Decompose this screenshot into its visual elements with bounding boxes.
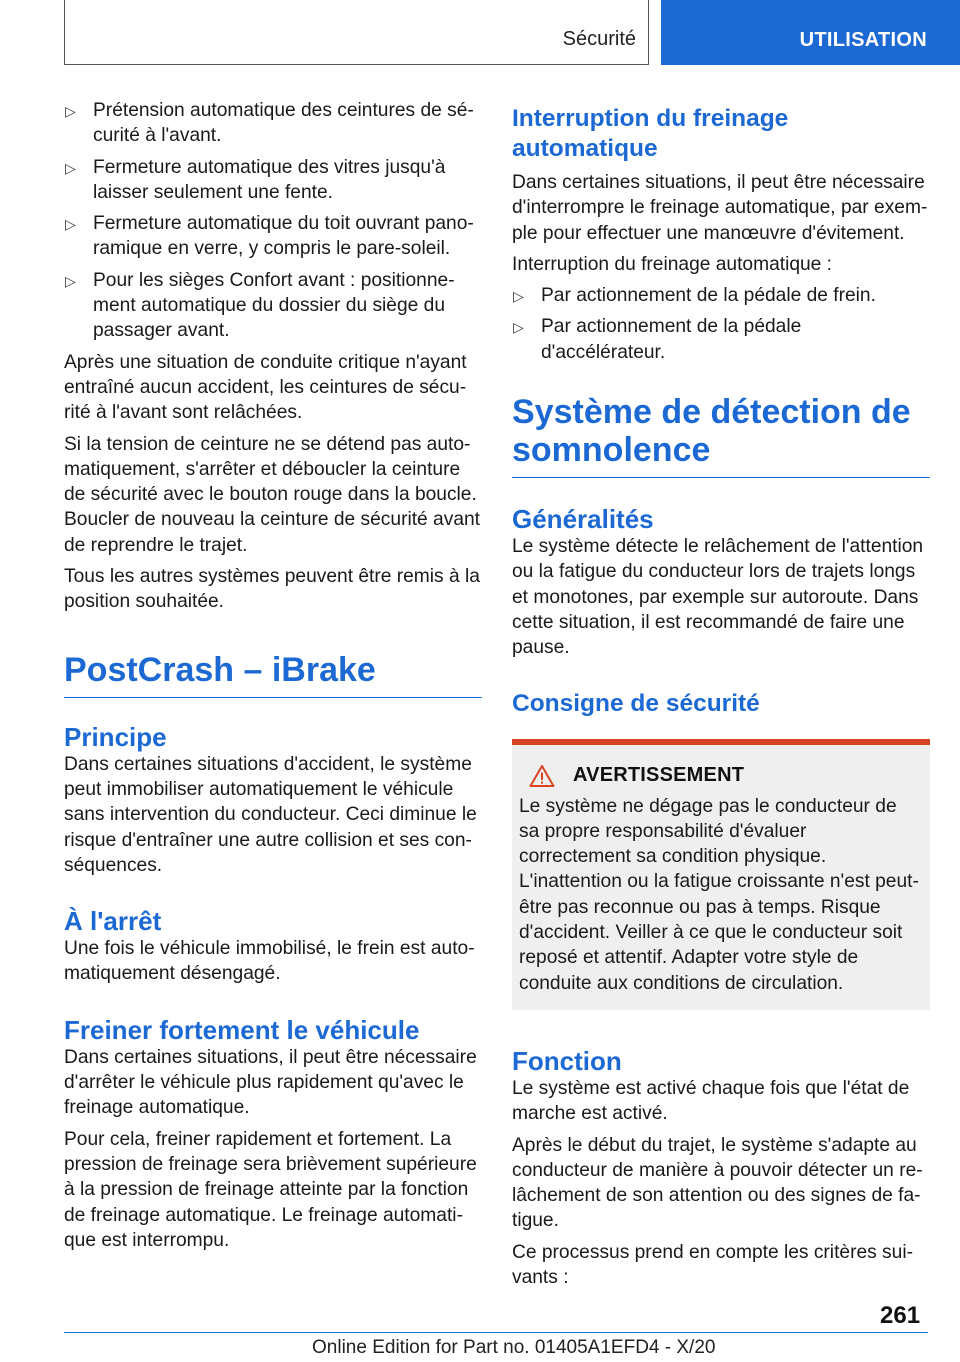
paragraph: Interruption du freinage automatique : [512, 253, 833, 275]
subsection-heading: Généralités [512, 504, 654, 535]
subsection-heading: À l'arrêt [64, 906, 162, 937]
footer-rule [64, 1332, 928, 1333]
warning-header [519, 764, 922, 788]
list-item: ▷ Prétension automatique des ceintures de sécurité à l'avant. [65, 100, 474, 147]
subsection-heading: Fonction [512, 1045, 622, 1076]
triangle-bullet-icon: ▷ [65, 216, 76, 233]
paragraph: Une fois le véhicule immobilisé, le frein est automatiquement désengagé. [64, 938, 475, 985]
paragraph: Ce processus prend en compte les critères suivants : [512, 1241, 913, 1289]
list-item: ▷ Fermeture automatique des vitres jusqu'à laisser seulement une fente. [65, 156, 446, 203]
paragraph: Dans certaines situations, il peut être nécessaire d'interrompre le freinage automatique, par exemple pour effectuer une manœuvre d'évitement. [512, 172, 928, 244]
left-column [64, 98, 482, 1259]
subsection-heading: Principe [64, 721, 167, 752]
subsection-heading: Consigne de sécurité [512, 689, 760, 717]
triangle-bullet-icon: ▷ [65, 103, 76, 119]
warning-text: Le système ne dégage pas le conducteur de sa propre responsabilité d'évaluer correctement sa condition physique. L'inattention ou la fatigue croissante n'est peut-être pas reconnue ou pas à temps. Risque d'accident. Veiller à ce que le conducteur soit reposé et attentif. Adapter votre style de conduite aux conditions de circulation. [519, 795, 919, 994]
paragraph: Après le début du trajet, le système s'adapte au conducteur de manière à pouvoir détecter un relâchement de son attention ou des signes de fatigue. [512, 1134, 923, 1232]
section-heading: PostCrash – iBrake [64, 650, 376, 689]
somnolence-heading-block [512, 393, 930, 478]
list-item: ▷ Par actionnement de la pédale de frein. [512, 283, 930, 308]
warning-box [512, 739, 930, 1010]
paragraph: Après une situation de conduite critique n'ayant entraîné aucun accident, les ceintures de sécurité à l'avant sont relâchées. [64, 351, 467, 424]
paragraph: Dans certaines situations, il peut être nécessaire d'arrêter le véhicule plus rapidement qu'avec le freinage automatique. [64, 1046, 477, 1119]
section-title: Sécurité [562, 28, 636, 50]
paragraph: Le système est activé chaque fois que l'état de marche est activé. [512, 1077, 910, 1125]
paragraph: Si la tension de ceinture ne se détend pas automatiquement, s'arrêter et déboucler la ceinture de sécurité avec le bouton rouge dans la boucle. Boucler de nouveau la ceinture de sécurité avant de reprendre le trajet. [64, 433, 480, 556]
warning-title: AVERTISSEMENT [573, 764, 745, 787]
triangle-bullet-icon: ▷ [65, 272, 76, 289]
triangle-bullet-icon: ▷ [65, 159, 76, 176]
chapter-title: UTILISATION [799, 29, 927, 51]
warning-triangle-icon [529, 764, 555, 788]
paragraph: Le système détecte le relâchement de l'attention ou la fatigue du conducteur lors de trajets longs et monotones, par exemple sur autoroute. Dans cette situation, il est recommandé de faire une pause. [512, 536, 924, 659]
paragraph: Pour cela, freiner rapidement et fortement. La pression de freinage sera brièvement supérieure à la pression de freinage atteinte par la fonction de freinage automatique. Le freinage automatique est interrompu. [64, 1128, 477, 1251]
list-item: ▷ Pour les sièges Confort avant : positionnement automatique du dossier du siège du passager avant. [65, 269, 455, 342]
chapter-tab [661, 0, 960, 65]
list-item: ▷ Fermeture automatique du toit ouvrant panoramique en verre, y compris le pare-soleil. [65, 213, 474, 260]
section-tab [64, 0, 649, 65]
page-number: 261 [880, 1302, 921, 1329]
paragraph: Tous les autres systèmes peuvent être remis à la position souhaitée. [64, 566, 480, 613]
subsection-heading: Interruption du freinage automatique [512, 105, 789, 162]
list-item: ▷ Par actionnement de la pédale d'accélérateur. [513, 316, 802, 363]
triangle-bullet-icon: ▷ [513, 319, 524, 336]
postcrash-heading-block [64, 651, 482, 698]
footer-edition: Online Edition for Part no. 01405A1EFD4 - X/20 [312, 1337, 716, 1358]
paragraph: Dans certaines situations d'accident, le système peut immobiliser automatiquement le véhicule sans intervention du conducteur. Ceci diminue le risque d'entraîner une autre collision et ses conséquences. [64, 753, 477, 876]
section-heading: Système de détection de somnolence [512, 393, 911, 470]
right-column [512, 98, 930, 1296]
subsection-heading: Freiner fortement le véhicule [64, 1014, 420, 1045]
interruption-list [512, 283, 930, 365]
triangle-bullet-icon: ▷ [513, 288, 524, 305]
feature-list [64, 98, 482, 344]
